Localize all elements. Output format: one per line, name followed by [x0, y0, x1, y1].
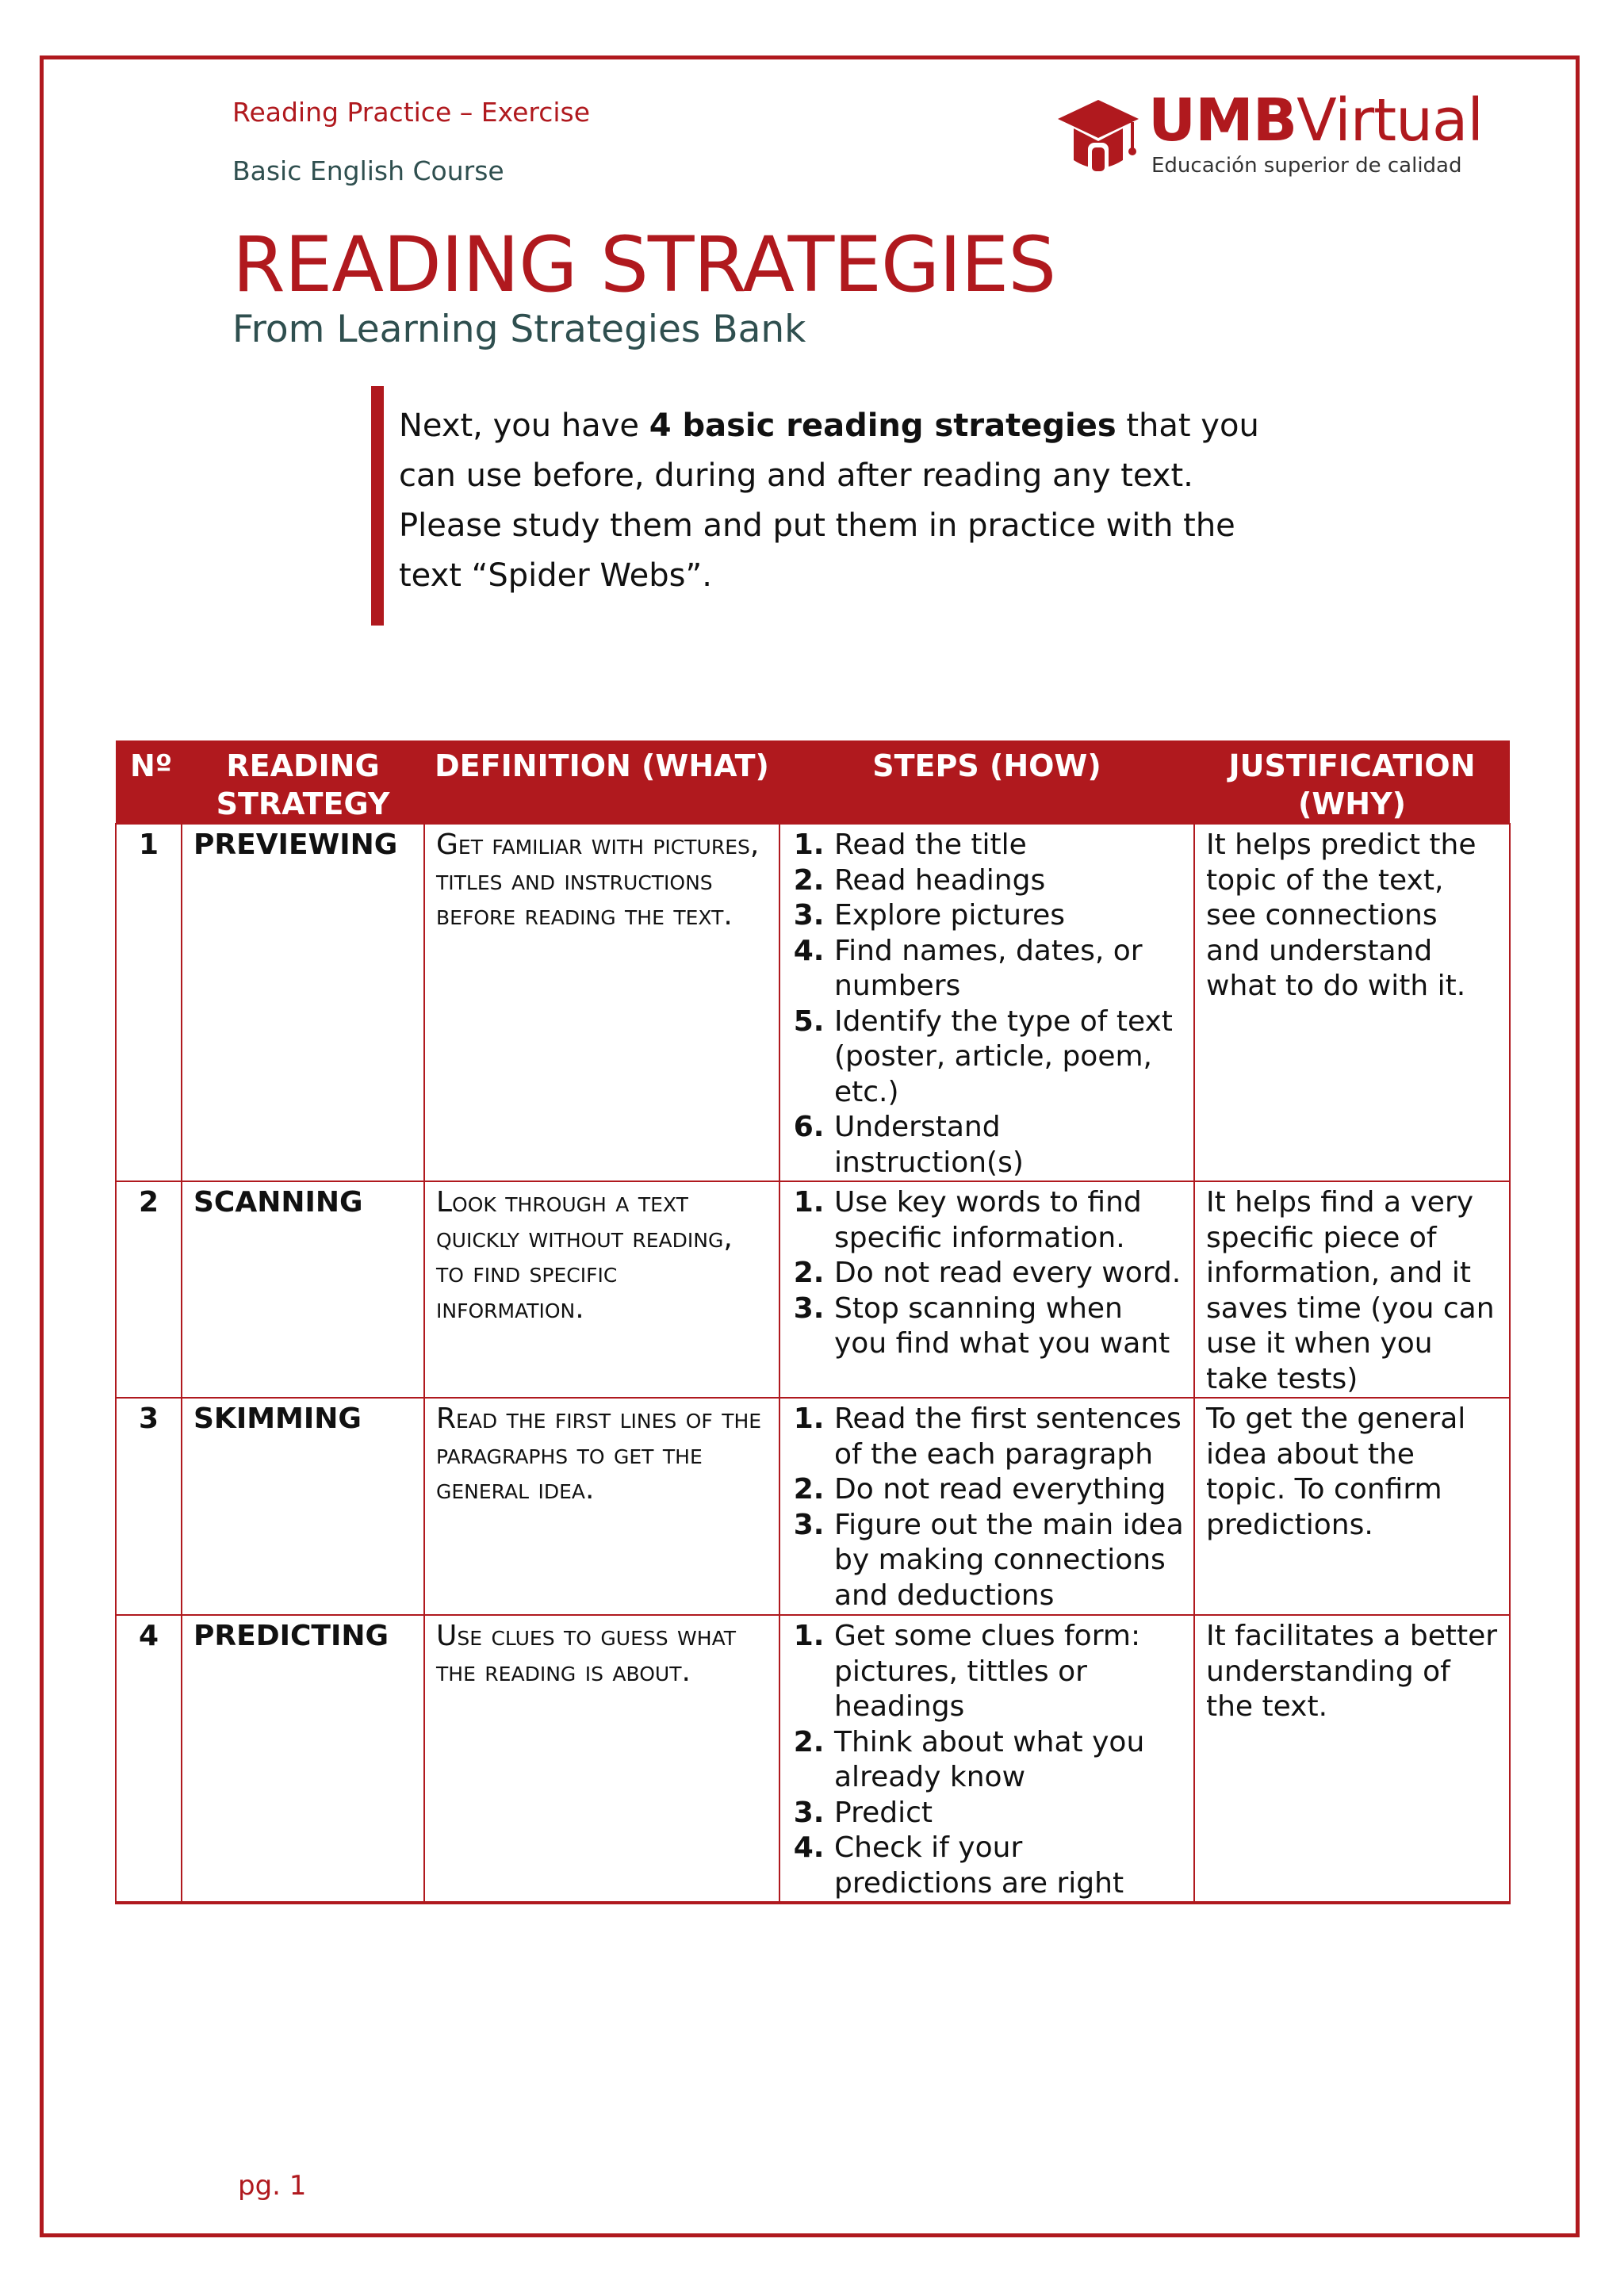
- step-item: 5. Identify the type of text (poster, article, poem, etc.): [834, 1004, 1184, 1111]
- logo-tagline: Educación superior de calidad: [1151, 154, 1462, 178]
- step-item: 3. Explore pictures: [834, 898, 1184, 934]
- logo-brand-light: Virtual: [1297, 86, 1483, 155]
- strategy-steps: [779, 1615, 1194, 1903]
- header-steps: STEPS (HOW): [779, 740, 1194, 824]
- intro-paragraph: [399, 401, 1271, 601]
- logo-brand-bold: UMB: [1148, 86, 1297, 155]
- row-number: 2: [116, 1181, 182, 1398]
- table-row: [116, 1615, 1510, 1903]
- intro-text-bold: 4 basic reading strategies: [649, 408, 1116, 444]
- step-item: 1. Use key words to find specific information.: [834, 1185, 1184, 1256]
- strategy-name: PREDICTING: [182, 1615, 424, 1903]
- step-item: 2. Think about what you already know: [834, 1725, 1184, 1796]
- step-item: 4. Find names, dates, or numbers: [834, 934, 1184, 1004]
- step-item: 3. Stop scanning when you find what you want: [834, 1292, 1184, 1362]
- header-justification: JUSTIFICATION (WHY): [1194, 740, 1510, 824]
- header-number: Nº: [116, 740, 182, 824]
- strategy-definition: Read the first lines of the paragraphs to get the general idea.: [424, 1398, 779, 1615]
- logo-brand-text: [1148, 86, 1483, 155]
- graduation-cap-icon: [1055, 94, 1142, 181]
- strategies-table: [115, 740, 1511, 1904]
- table-header-row: [116, 740, 1510, 824]
- header-strategy: READING STRATEGY: [182, 740, 424, 824]
- strategy-justification: It facilitates a better understanding of the text.: [1194, 1615, 1510, 1903]
- header-definition: DEFINITION (WHAT): [424, 740, 779, 824]
- strategy-steps: [779, 1181, 1194, 1398]
- table-row: [116, 1398, 1510, 1615]
- step-item: 3. Predict: [834, 1796, 1184, 1831]
- step-item: 2. Do not read everything: [834, 1472, 1184, 1508]
- strategy-name: SKIMMING: [182, 1398, 424, 1615]
- step-item: 1. Get some clues form: pictures, tittles or headings: [834, 1619, 1184, 1725]
- step-item: 1. Read the first sentences of the each paragraph: [834, 1402, 1184, 1472]
- intro-text-before: Next, you have: [399, 408, 649, 444]
- intro-text-after: that you can use before, during and after reading any text. Please study them and put them in practice with the text “Spider Webs”.: [399, 408, 1259, 594]
- step-item: 2. Do not read every word.: [834, 1256, 1184, 1292]
- strategy-justification: It helps predict the topic of the text, see connections and understand what to do with it.: [1194, 824, 1510, 1181]
- page-subtitle: From Learning Strategies Bank: [232, 308, 806, 351]
- page-number: pg. 1: [238, 2170, 307, 2202]
- step-item: 1. Read the title: [834, 828, 1184, 863]
- step-item: 2. Read headings: [834, 863, 1184, 899]
- step-item: 4. Check if your predictions are right: [834, 1831, 1184, 1901]
- strategy-name: PREVIEWING: [182, 824, 424, 1181]
- intro-accent-bar: [371, 386, 384, 626]
- strategy-steps: [779, 1398, 1194, 1615]
- umb-virtual-logo: [1055, 86, 1483, 181]
- strategy-steps: [779, 824, 1194, 1181]
- strategy-justification: To get the general idea about the topic. To confirm predictions.: [1194, 1398, 1510, 1615]
- strategy-justification: It helps find a very specific piece of information, and it saves time (you can use it when you take tests): [1194, 1181, 1510, 1398]
- header-practice-label: Reading Practice – Exercise: [232, 97, 591, 128]
- strategy-name: SCANNING: [182, 1181, 424, 1398]
- header-course-label: Basic English Course: [232, 155, 504, 186]
- row-number: 3: [116, 1398, 182, 1615]
- strategy-definition: Look through a text quickly without reading, to find specific information.: [424, 1181, 779, 1398]
- step-item: 3. Figure out the main idea by making connections and deductions: [834, 1508, 1184, 1614]
- strategy-definition: Get familiar with pictures, titles and instructions before reading the text.: [424, 824, 779, 1181]
- table-row: [116, 1181, 1510, 1398]
- row-number: 1: [116, 824, 182, 1181]
- row-number: 4: [116, 1615, 182, 1903]
- page-title: READING STRATEGIES: [232, 220, 1056, 309]
- strategy-definition: Use clues to guess what the reading is about.: [424, 1615, 779, 1903]
- step-item: 6. Understand instruction(s): [834, 1110, 1184, 1181]
- table-row: [116, 824, 1510, 1181]
